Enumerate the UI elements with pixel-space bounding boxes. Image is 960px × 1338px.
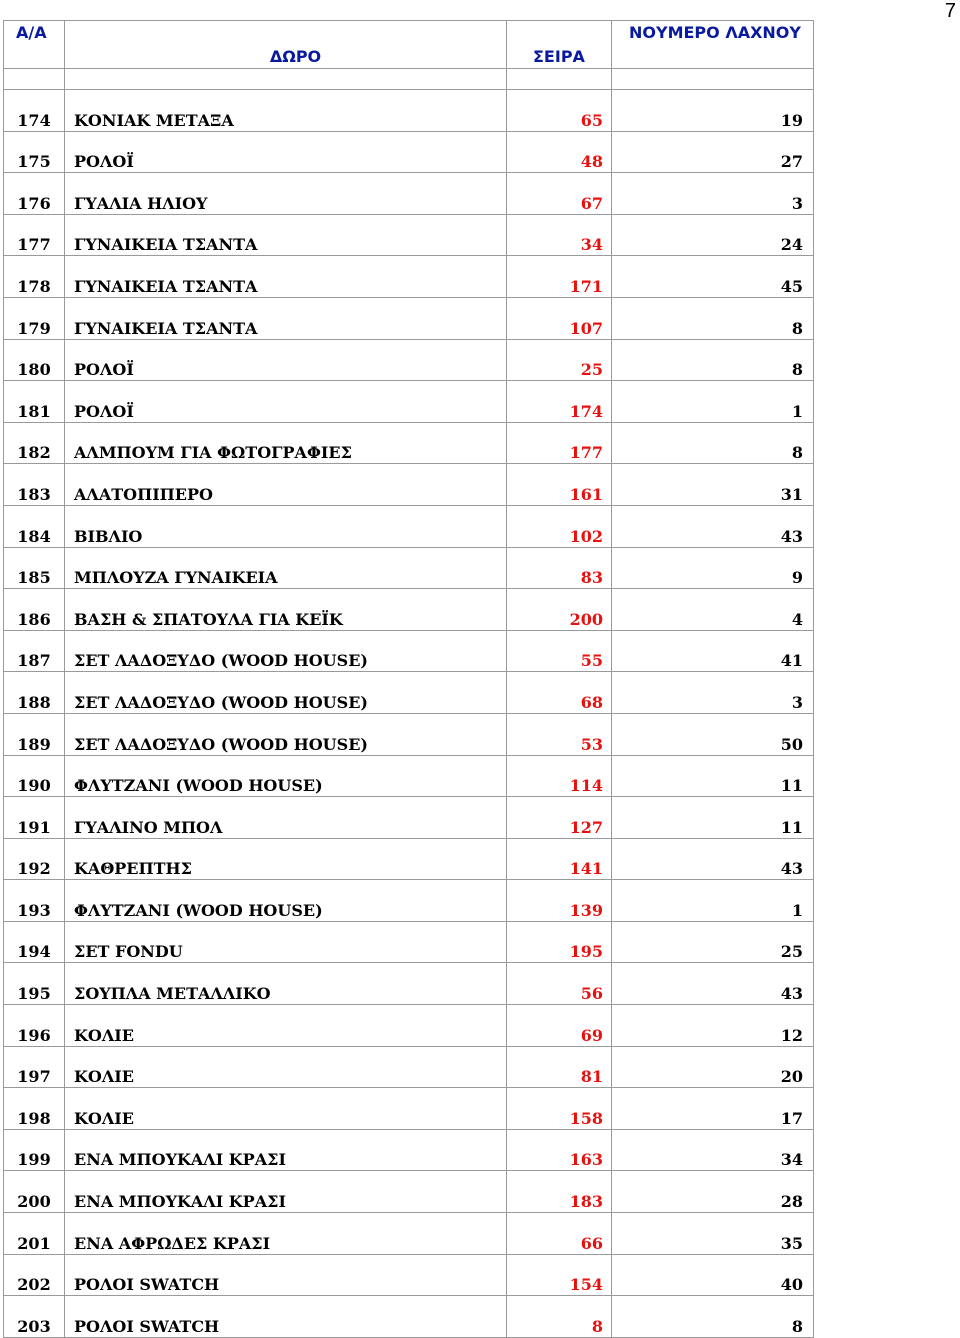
row-ticket-number: 28 bbox=[612, 1171, 814, 1213]
row-ticket-number: 43 bbox=[612, 963, 814, 1005]
row-gift: ΒΑΣΗ & ΣΠΑΤΟΥΛΑ ΓΙΑ ΚΕΪΚ bbox=[65, 589, 507, 631]
header-spacer-row bbox=[4, 69, 814, 90]
row-aa: 200 bbox=[4, 1171, 65, 1213]
row-aa: 177 bbox=[4, 214, 65, 256]
row-series: 161 bbox=[507, 464, 612, 506]
header-ticket-number: ΝΟΥΜΕΡΟ ΛΑΧΝΟΥ bbox=[612, 21, 814, 69]
row-series: 200 bbox=[507, 589, 612, 631]
table-row bbox=[4, 1129, 814, 1171]
row-series: 56 bbox=[507, 963, 612, 1005]
row-ticket-number: 43 bbox=[612, 838, 814, 880]
row-gift: ΣΟΥΠΛΑ ΜΕΤΑΛΛΙΚΟ bbox=[65, 963, 507, 1005]
table-row bbox=[4, 1213, 814, 1255]
row-series: 69 bbox=[507, 1005, 612, 1047]
row-series: 81 bbox=[507, 1046, 612, 1088]
table-row bbox=[4, 381, 814, 423]
row-ticket-number: 41 bbox=[612, 630, 814, 672]
row-series: 177 bbox=[507, 422, 612, 464]
table-row bbox=[4, 1296, 814, 1338]
row-series: 139 bbox=[507, 880, 612, 922]
row-series: 25 bbox=[507, 339, 612, 381]
table-row bbox=[4, 131, 814, 173]
header-gift: ΔΩΡΟ bbox=[65, 21, 507, 69]
table-row bbox=[4, 963, 814, 1005]
row-aa: 174 bbox=[4, 90, 65, 132]
row-series: 67 bbox=[507, 173, 612, 215]
row-gift: ΣΕΤ ΛΑΔΟΞΥΔΟ (WOOD HOUSE) bbox=[65, 672, 507, 714]
row-ticket-number: 8 bbox=[612, 422, 814, 464]
row-ticket-number: 1 bbox=[612, 381, 814, 423]
row-ticket-number: 17 bbox=[612, 1088, 814, 1130]
table-row bbox=[4, 422, 814, 464]
row-ticket-number: 25 bbox=[612, 921, 814, 963]
row-series: 127 bbox=[507, 797, 612, 839]
row-gift: ΓΥΝΑΙΚΕΙΑ ΤΣΑΝΤΑ bbox=[65, 214, 507, 256]
row-gift: ΦΛΥΤΖΑΝΙ (WOOD HOUSE) bbox=[65, 755, 507, 797]
row-aa: 198 bbox=[4, 1088, 65, 1130]
row-gift: ΣΕΤ ΛΑΔΟΞΥΔΟ (WOOD HOUSE) bbox=[65, 713, 507, 755]
table-row bbox=[4, 1005, 814, 1047]
row-gift: ΚΟΛΙΕ bbox=[65, 1005, 507, 1047]
table-row bbox=[4, 1046, 814, 1088]
row-aa: 185 bbox=[4, 547, 65, 589]
row-gift: ΣΕΤ FONDU bbox=[65, 921, 507, 963]
row-series: 163 bbox=[507, 1129, 612, 1171]
row-ticket-number: 4 bbox=[612, 589, 814, 631]
row-ticket-number: 8 bbox=[612, 339, 814, 381]
header-series: ΣΕΙΡΑ bbox=[507, 21, 612, 69]
row-series: 183 bbox=[507, 1171, 612, 1213]
row-gift: ΒΙΒΛΙΟ bbox=[65, 505, 507, 547]
row-series: 65 bbox=[507, 90, 612, 132]
row-ticket-number: 19 bbox=[612, 90, 814, 132]
row-aa: 181 bbox=[4, 381, 65, 423]
row-ticket-number: 11 bbox=[612, 755, 814, 797]
row-ticket-number: 12 bbox=[612, 1005, 814, 1047]
table-row bbox=[4, 672, 814, 714]
table-row bbox=[4, 630, 814, 672]
row-aa: 190 bbox=[4, 755, 65, 797]
row-aa: 188 bbox=[4, 672, 65, 714]
table-row bbox=[4, 297, 814, 339]
table-row bbox=[4, 464, 814, 506]
row-aa: 197 bbox=[4, 1046, 65, 1088]
table-row bbox=[4, 339, 814, 381]
row-ticket-number: 43 bbox=[612, 505, 814, 547]
table-row bbox=[4, 1171, 814, 1213]
row-gift: ΓΥΑΛΙΑ ΗΛΙΟΥ bbox=[65, 173, 507, 215]
row-ticket-number: 45 bbox=[612, 256, 814, 298]
row-gift: ΕΝΑ ΜΠΟΥΚΑΛΙ ΚΡΑΣΙ bbox=[65, 1171, 507, 1213]
table-row bbox=[4, 214, 814, 256]
row-aa: 203 bbox=[4, 1296, 65, 1338]
row-series: 171 bbox=[507, 256, 612, 298]
row-ticket-number: 40 bbox=[612, 1254, 814, 1296]
row-aa: 192 bbox=[4, 838, 65, 880]
table-body bbox=[4, 90, 814, 1338]
row-aa: 182 bbox=[4, 422, 65, 464]
row-ticket-number: 35 bbox=[612, 1213, 814, 1255]
row-aa: 179 bbox=[4, 297, 65, 339]
table-row bbox=[4, 921, 814, 963]
row-gift: ΡΟΛΟΙ SWATCH bbox=[65, 1254, 507, 1296]
table-row bbox=[4, 505, 814, 547]
row-aa: 199 bbox=[4, 1129, 65, 1171]
spacer-cell bbox=[4, 69, 65, 90]
row-aa: 191 bbox=[4, 797, 65, 839]
spacer-cell bbox=[612, 69, 814, 90]
row-ticket-number: 27 bbox=[612, 131, 814, 173]
table-row bbox=[4, 1254, 814, 1296]
row-aa: 193 bbox=[4, 880, 65, 922]
row-ticket-number: 31 bbox=[612, 464, 814, 506]
row-gift: ΚΑΘΡΕΠΤΗΣ bbox=[65, 838, 507, 880]
table-row bbox=[4, 838, 814, 880]
row-gift: ΑΛΜΠΟΥΜ ΓΙΑ ΦΩΤΟΓΡΑΦΙΕΣ bbox=[65, 422, 507, 464]
row-ticket-number: 20 bbox=[612, 1046, 814, 1088]
spacer-cell bbox=[65, 69, 507, 90]
spacer-cell bbox=[507, 69, 612, 90]
table-row bbox=[4, 173, 814, 215]
row-aa: 186 bbox=[4, 589, 65, 631]
row-aa: 201 bbox=[4, 1213, 65, 1255]
row-series: 83 bbox=[507, 547, 612, 589]
row-aa: 176 bbox=[4, 173, 65, 215]
row-gift: ΚΟΝΙΑΚ ΜΕΤΑΞΑ bbox=[65, 90, 507, 132]
row-gift: ΡΟΛΟΪ bbox=[65, 339, 507, 381]
row-gift: ΡΟΛΟΙ SWATCH bbox=[65, 1296, 507, 1338]
row-series: 53 bbox=[507, 713, 612, 755]
page-number: 7 bbox=[944, 0, 956, 22]
row-gift: ΓΥΝΑΙΚΕΙΑ ΤΣΑΝΤΑ bbox=[65, 256, 507, 298]
row-ticket-number: 3 bbox=[612, 173, 814, 215]
row-aa: 194 bbox=[4, 921, 65, 963]
row-series: 107 bbox=[507, 297, 612, 339]
row-gift: ΡΟΛΟΪ bbox=[65, 131, 507, 173]
row-gift: ΕΝΑ ΜΠΟΥΚΑΛΙ ΚΡΑΣΙ bbox=[65, 1129, 507, 1171]
row-aa: 196 bbox=[4, 1005, 65, 1047]
row-ticket-number: 24 bbox=[612, 214, 814, 256]
row-series: 34 bbox=[507, 214, 612, 256]
table-row bbox=[4, 256, 814, 298]
row-aa: 184 bbox=[4, 505, 65, 547]
row-gift: ΚΟΛΙΕ bbox=[65, 1088, 507, 1130]
row-aa: 180 bbox=[4, 339, 65, 381]
row-gift: ΜΠΛΟΥΖΑ ΓΥΝΑΙΚΕΙΑ bbox=[65, 547, 507, 589]
row-aa: 175 bbox=[4, 131, 65, 173]
row-aa: 195 bbox=[4, 963, 65, 1005]
row-ticket-number: 34 bbox=[612, 1129, 814, 1171]
row-series: 55 bbox=[507, 630, 612, 672]
row-series: 154 bbox=[507, 1254, 612, 1296]
row-gift: ΦΛΥΤΖΑΝΙ (WOOD HOUSE) bbox=[65, 880, 507, 922]
row-ticket-number: 3 bbox=[612, 672, 814, 714]
row-series: 174 bbox=[507, 381, 612, 423]
table-row bbox=[4, 713, 814, 755]
row-aa: 178 bbox=[4, 256, 65, 298]
row-series: 114 bbox=[507, 755, 612, 797]
row-series: 8 bbox=[507, 1296, 612, 1338]
table-row bbox=[4, 547, 814, 589]
table-row bbox=[4, 755, 814, 797]
row-ticket-number: 1 bbox=[612, 880, 814, 922]
row-gift: ΓΥΑΛΙΝΟ ΜΠΟΛ bbox=[65, 797, 507, 839]
row-series: 102 bbox=[507, 505, 612, 547]
row-gift: ΕΝΑ ΑΦΡΩΔΕΣ ΚΡΑΣΙ bbox=[65, 1213, 507, 1255]
row-aa: 202 bbox=[4, 1254, 65, 1296]
lottery-results-table bbox=[3, 20, 814, 1338]
row-ticket-number: 8 bbox=[612, 1296, 814, 1338]
row-gift: ΓΥΝΑΙΚΕΙΑ ΤΣΑΝΤΑ bbox=[65, 297, 507, 339]
row-series: 158 bbox=[507, 1088, 612, 1130]
row-ticket-number: 9 bbox=[612, 547, 814, 589]
table-row bbox=[4, 880, 814, 922]
row-series: 48 bbox=[507, 131, 612, 173]
row-gift: ΑΛΑΤΟΠΙΠΕΡΟ bbox=[65, 464, 507, 506]
row-aa: 183 bbox=[4, 464, 65, 506]
table-row bbox=[4, 797, 814, 839]
row-series: 195 bbox=[507, 921, 612, 963]
row-ticket-number: 11 bbox=[612, 797, 814, 839]
row-gift: ΚΟΛΙΕ bbox=[65, 1046, 507, 1088]
table-row bbox=[4, 1088, 814, 1130]
row-ticket-number: 50 bbox=[612, 713, 814, 755]
row-aa: 189 bbox=[4, 713, 65, 755]
row-series: 141 bbox=[507, 838, 612, 880]
row-series: 68 bbox=[507, 672, 612, 714]
row-gift: ΡΟΛΟΪ bbox=[65, 381, 507, 423]
row-aa: 187 bbox=[4, 630, 65, 672]
table-header-row bbox=[4, 21, 814, 69]
table-row bbox=[4, 589, 814, 631]
header-aa: Α/Α bbox=[4, 21, 65, 69]
row-gift: ΣΕΤ ΛΑΔΟΞΥΔΟ (WOOD HOUSE) bbox=[65, 630, 507, 672]
table-row bbox=[4, 90, 814, 132]
row-ticket-number: 8 bbox=[612, 297, 814, 339]
row-series: 66 bbox=[507, 1213, 612, 1255]
